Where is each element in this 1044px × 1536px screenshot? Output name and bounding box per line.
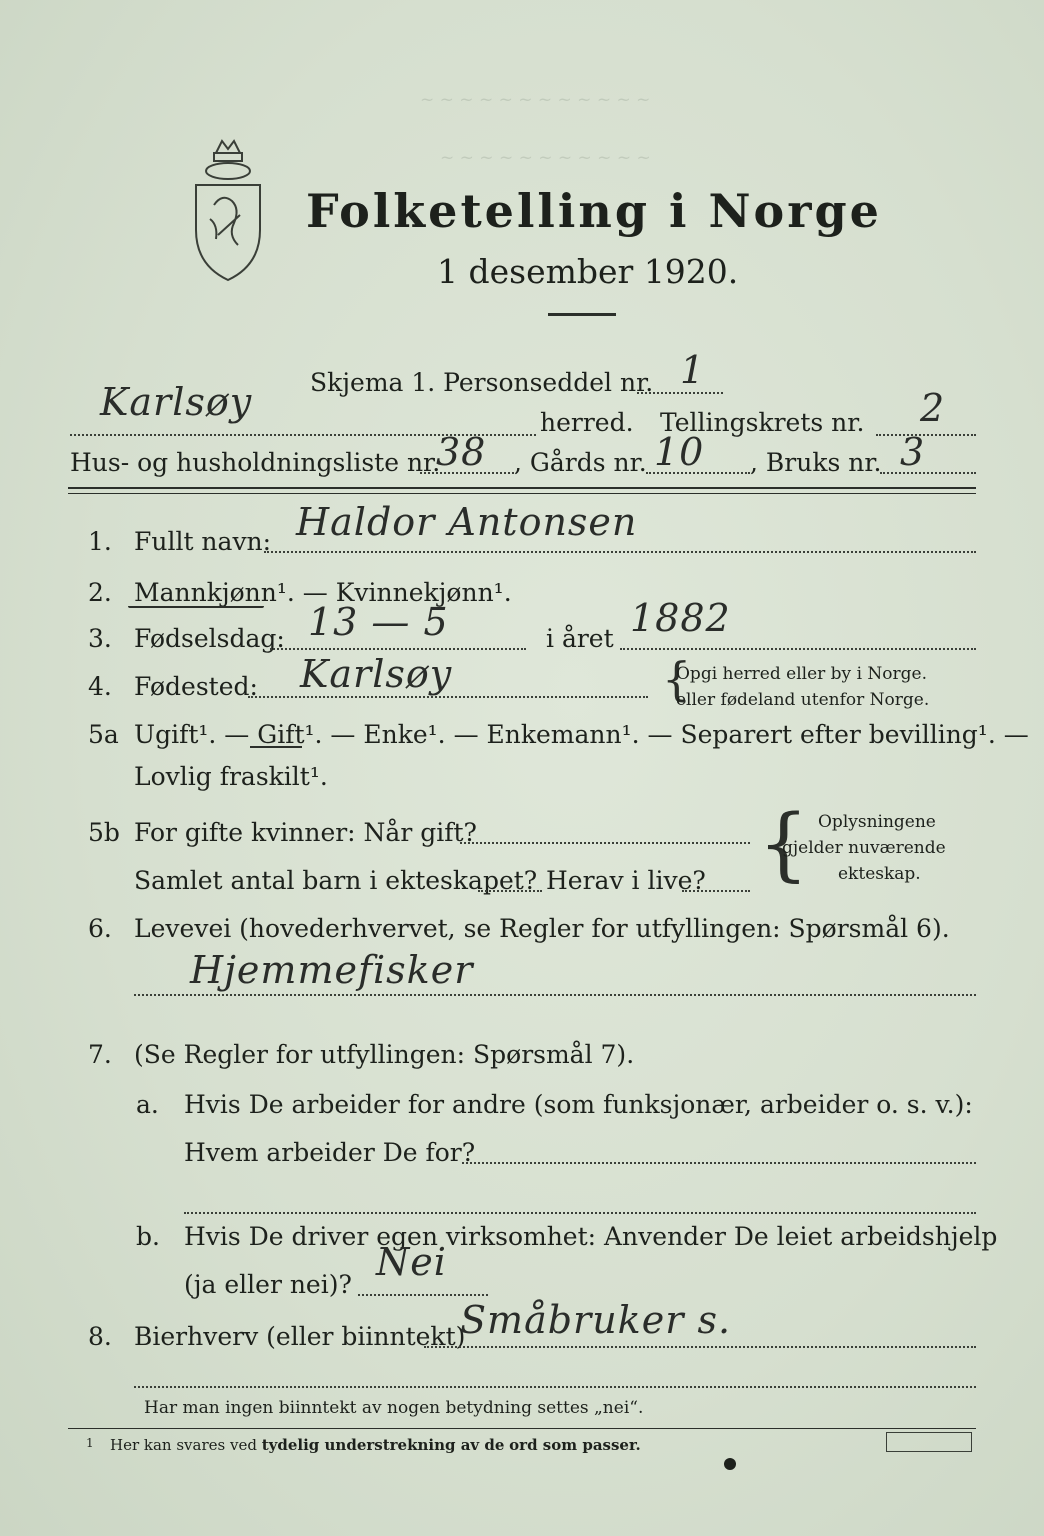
herred-label: herred. [540,408,634,437]
q7b-line [358,1294,488,1296]
q8-note: Har man ingen biinntekt av nogen betydning settes „nei“. [144,1398,644,1418]
header-rule-top [68,487,976,489]
husliste-label: Hus- og husholdningsliste nr. [70,448,441,477]
q2-label: Mannkjønn¹. — Kvinnekjønn¹. [134,578,512,607]
q5a-number: 5a [88,720,119,749]
herred-value: Karlsøy [100,380,253,424]
q8-number: 8. [88,1322,112,1351]
bruks-label: , Bruks nr. [750,448,882,477]
q6-number: 6. [88,914,112,943]
gards-value: 10 [654,430,705,474]
q5b-children-line [478,890,542,892]
schema-label: Skjema 1. Personseddel nr. [310,368,654,397]
ink-dot [724,1458,736,1470]
q5b-brace: { [758,797,809,890]
q6-label: Levevei (hovederhvervet, se Regler for utfyllingen: Spørsmål 6). [134,914,950,943]
q7-number: 7. [88,1040,112,1069]
q6-line [134,994,976,996]
q5a-label: Ugift¹. — Gift¹. — Enke¹. — Enkemann¹. — Separert efter bevilling¹. — [134,720,1029,749]
q3-day-line [270,648,526,650]
q3-year-value: 1882 [630,596,731,640]
footnote-text [110,1436,641,1454]
footnote-text-pre: Her kan svares ved [110,1436,257,1454]
q5b-married-line [460,842,750,844]
q5b-note-2: gjelder nuværende [782,838,946,858]
q7a-line-2 [184,1212,976,1214]
q4-note-2: eller fødeland utenfor Norge. [676,690,930,710]
q4-note-1: Opgi herred eller by i Norge. [676,664,927,684]
q4-line [248,696,648,698]
header-rule-bottom [68,493,976,494]
q3-year-line [620,648,976,650]
q7b-label-1: Hvis De driver egen virksomhet: Anvender De leiet arbeidshjelp [184,1222,998,1251]
q1-number: 1. [88,527,112,556]
q5b-alive-line [682,890,750,892]
bleed-through-text: ~ ~ ~ ~ ~ ~ ~ ~ ~ ~ ~ [440,148,651,168]
q8-value: Småbruker s. [460,1298,732,1342]
q5b-label-2: Samlet antal barn i ekteskapet? [134,866,538,895]
q3-number: 3. [88,624,112,653]
tellingskrets-value: 2 [920,386,946,430]
bleed-through-text: ~ ~ ~ ~ ~ ~ ~ ~ ~ ~ ~ ~ [420,90,651,110]
tellingskrets-line [876,434,976,436]
q3-label: Fødselsdag: [134,624,285,653]
footnote-text-post: ord som passer. [509,1436,641,1454]
q5b-note-3: ekteskap. [838,864,921,884]
q5a-gift-underline [250,746,302,748]
q8-label: Bierhverv (eller biinntekt) [134,1322,466,1351]
q8-line-2 [134,1386,976,1388]
q7b-value: Nei [376,1240,447,1284]
q8-line [424,1346,976,1348]
q1-label: Fullt navn: [134,527,272,556]
title-rule [548,313,616,316]
q4-number: 4. [88,672,112,701]
printer-stamp [886,1432,972,1452]
husliste-value: 38 [436,430,487,474]
q5a-label-2: Lovlig fraskilt¹. [134,762,328,791]
q4-label: Fødested: [134,672,258,701]
q4-birthplace-value: Karlsøy [300,652,453,696]
personseddel-value: 1 [680,348,706,392]
footnote-rule [68,1428,976,1429]
q5b-label-1: For gifte kvinner: Når gift? [134,818,477,847]
q7a-label-1: Hvis De arbeider for andre (som funksjonær, arbeider o. s. v.): [184,1090,973,1119]
q7-label: (Se Regler for utfyllingen: Spørsmål 7). [134,1040,635,1069]
q2-number: 2. [88,578,112,607]
footnote-mark: 1 [86,1436,94,1450]
q5b-label-3: Herav i live? [546,866,706,895]
footnote-text-bold: tydelig understrekning av de [261,1436,505,1454]
q1-line [264,551,976,553]
bruks-value: 3 [900,430,926,474]
q5b-number: 5b [88,818,120,847]
q1-full-name-value: Haldor Antonsen [296,500,638,544]
form-title: Folketelling i Norge [306,184,882,238]
form-date: 1 desember 1920. [437,252,739,291]
q6-occupation-value: Hjemmefisker [190,948,474,992]
q3-year-label: i året [546,624,614,653]
q2-underline-mark [128,606,264,608]
tellingskrets-label: Tellingskrets nr. [660,408,865,437]
q7a-label-2: Hvem arbeider De for? [184,1138,476,1167]
q7b-letter: b. [136,1222,160,1251]
q7a-letter: a. [136,1090,159,1119]
bruks-line [880,472,976,474]
q7b-label-2: (ja eller nei)? [184,1270,352,1299]
q5b-note-1: Oplysningene [818,812,936,832]
q7a-line [462,1162,976,1164]
personseddel-line [637,392,723,394]
gards-label: , Gårds nr. [514,448,647,477]
q3-day-value: 13 — 5 [308,600,449,644]
q4-brace: { [662,652,692,706]
coat-of-arms-icon [188,135,268,285]
